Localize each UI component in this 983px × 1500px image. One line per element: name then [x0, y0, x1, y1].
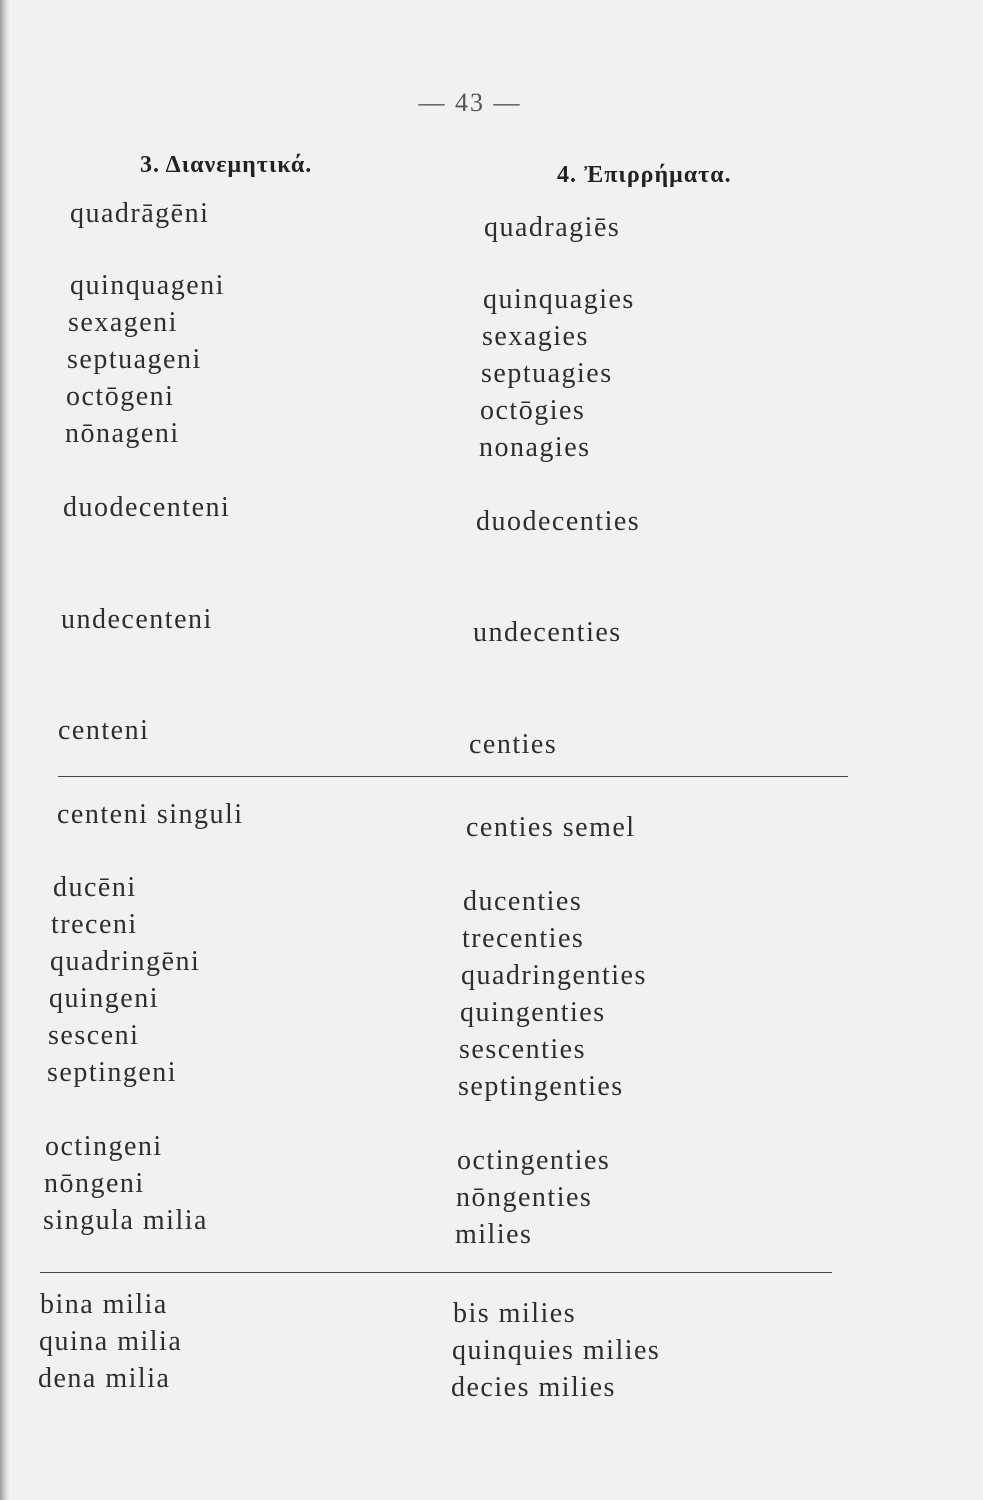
right-word: milies [455, 1219, 533, 1250]
right-word: quinquies milies [452, 1335, 661, 1366]
left-word: duodecenteni [63, 492, 231, 523]
right-word: sexagies [482, 321, 589, 352]
right-word: sescenties [459, 1034, 586, 1065]
left-word: nōnageni [65, 418, 180, 449]
left-word: quadrāgēni [70, 198, 210, 229]
right-word: decies milies [451, 1372, 616, 1403]
right-word: septingenties [458, 1071, 624, 1102]
right-word: duodecenties [476, 506, 641, 537]
right-word: quinquagies [483, 284, 635, 315]
left-word: ducēni [53, 872, 137, 903]
right-word: nonagies [479, 432, 591, 463]
left-word: centeni [58, 715, 150, 746]
left-word: sexageni [68, 307, 178, 338]
right-word: nōngenties [456, 1182, 593, 1213]
left-word: septingeni [47, 1057, 178, 1088]
right-word: bis milies [453, 1298, 577, 1329]
left-word: quina milia [39, 1326, 183, 1357]
right-word: septuagies [481, 358, 613, 389]
left-word: undecenteni [61, 604, 213, 635]
right-word: trecenties [462, 923, 585, 954]
left-word: octōgeni [66, 381, 175, 412]
left-word: centeni singuli [57, 799, 244, 830]
right-word: ducenties [463, 886, 583, 917]
left-word: singula milia [43, 1205, 208, 1236]
right-word: quingenties [460, 997, 606, 1028]
left-word: quinquageni [70, 270, 225, 301]
left-word: quadringēni [50, 946, 201, 977]
left-word: nōngeni [44, 1168, 145, 1199]
left-word: sesceni [48, 1020, 140, 1051]
right-word: centies semel [466, 812, 636, 843]
left-word: septuageni [67, 344, 202, 375]
right-word: octingenties [457, 1145, 611, 1176]
page-edge-shadow [0, 0, 10, 1500]
divider-rule [58, 776, 848, 777]
right-word: octōgies [480, 395, 586, 426]
right-word: quadragiēs [484, 212, 621, 243]
heading-adverbs: 4. Ἐπιρρήματα. [557, 162, 732, 188]
right-word: centies [469, 729, 558, 760]
page-number: — 43 — [418, 88, 522, 117]
right-word: quadringenties [461, 960, 647, 991]
left-word: octingeni [45, 1131, 163, 1162]
heading-distributives: 3. Διανεμητικά. [140, 152, 313, 178]
left-word: dena milia [38, 1363, 171, 1394]
left-word: bina milia [40, 1289, 168, 1320]
left-word: treceni [51, 909, 138, 940]
right-word: undecenties [473, 617, 622, 648]
left-word: quingeni [49, 983, 159, 1014]
divider-rule [40, 1272, 832, 1273]
